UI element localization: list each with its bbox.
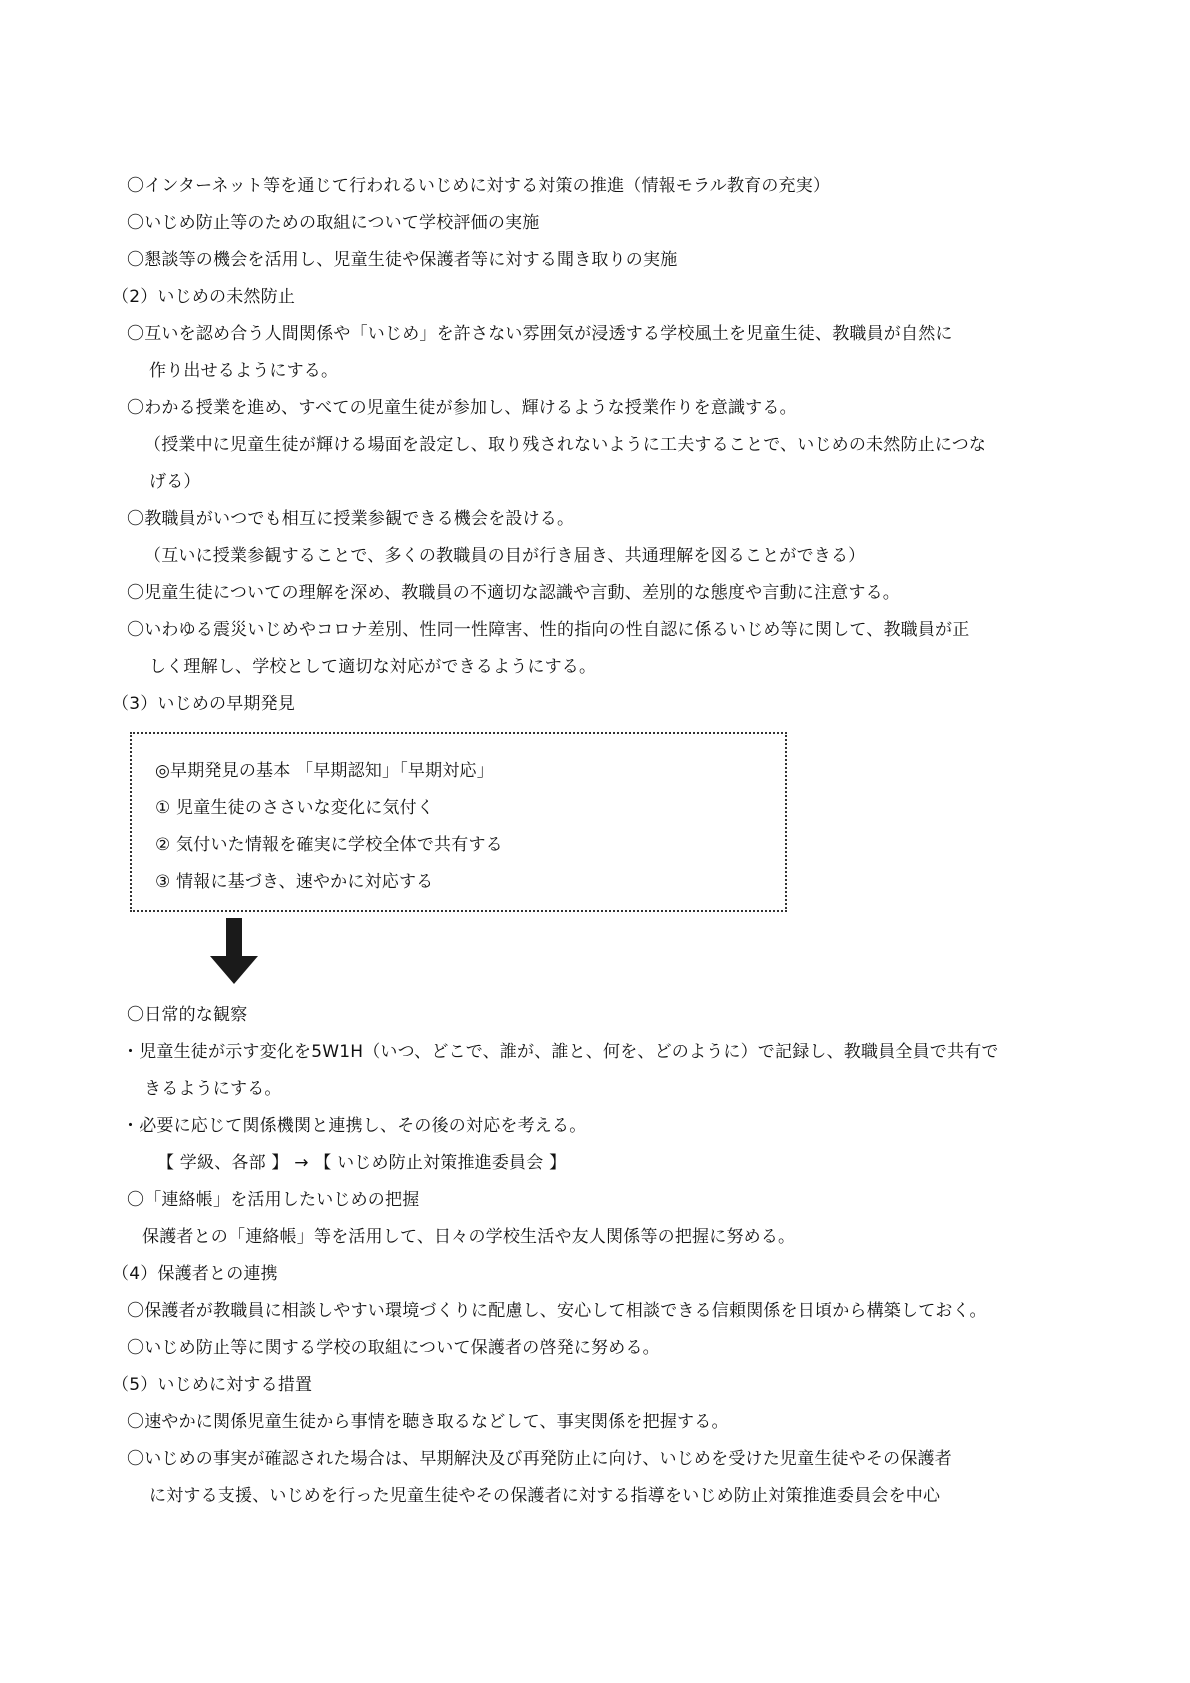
- down-arrow-icon: [210, 918, 258, 984]
- text-line: 〇「連絡帳」を活用したいじめの把握: [127, 1190, 420, 1210]
- box-item: ② 気付いた情報を確実に学校全体で共有する: [155, 835, 503, 855]
- text-line: （互いに授業参観することで、多くの教職員の目が行き届き、共通理解を図ることができる）: [144, 546, 866, 566]
- text-line: 〇わかる授業を進め、すべての児童生徒が参加し、輝けるような授業作りを意識する。: [127, 398, 797, 418]
- flow-line: 【 学級、各部 】 → 【 いじめ防止対策推進委員会 】: [157, 1153, 567, 1173]
- text-line: に対する支援、いじめを行った児童生徒やその保護者に対する指導をいじめ防止対策推進委員会を中心: [149, 1486, 941, 1506]
- text-line: （授業中に児童生徒が輝ける場面を設定し、取り残されないように工夫することで、いじめの未然防止につな: [144, 435, 987, 455]
- text-line: 〇速やかに関係児童生徒から事情を聴き取るなどして、事実関係を把握する。: [127, 1412, 729, 1432]
- section-heading: （2）いじめの未然防止: [112, 287, 296, 307]
- text-line: ・必要に応じて関係機関と連携し、その後の対応を考える。: [122, 1116, 587, 1136]
- text-line: 〇教職員がいつでも相互に授業参観できる機会を設ける。: [127, 509, 575, 529]
- text-line: 保護者との「連絡帳」等を活用して、日々の学校生活や友人関係等の把握に努める。: [142, 1227, 796, 1247]
- section-heading: （3）いじめの早期発見: [112, 694, 296, 714]
- text-line: ・児童生徒が示す変化を5W1H（いつ、どこで、誰が、誰と、何を、どのように）で記録し、教職員全員で共有で: [122, 1042, 999, 1062]
- box-item: ① 児童生徒のささいな変化に気付く: [155, 798, 435, 818]
- section-heading: （5）いじめに対する措置: [112, 1375, 313, 1395]
- text-line: 〇いじめ防止等のための取組について学校評価の実施: [127, 213, 540, 233]
- box-title: ◎早期発見の基本 「早期認知」「早期対応」: [155, 761, 494, 781]
- text-line: 〇保護者が教職員に相談しやすい環境づくりに配慮し、安心して相談できる信頼関係を日頃から構築しておく。: [127, 1301, 987, 1321]
- section-heading: （4）保護者との連携: [112, 1264, 278, 1284]
- text-line: げる）: [149, 472, 201, 492]
- text-line: 〇互いを認め合う人間関係や「いじめ」を許さない雰囲気が浸透する学校風土を児童生徒、教職員が自然に: [127, 324, 953, 344]
- text-line: 〇いわゆる震災いじめやコロナ差別、性同一性障害、性的指向の性自認に係るいじめ等に関して、教職員が正: [127, 620, 970, 640]
- text-line: 〇懇談等の機会を活用し、児童生徒や保護者等に対する聞き取りの実施: [127, 250, 678, 270]
- box-item: ③ 情報に基づき、速やかに対応する: [155, 872, 434, 892]
- text-line: 〇児童生徒についての理解を深め、教職員の不適切な認識や言動、差別的な態度や言動に注意する。: [127, 583, 900, 603]
- text-line: 〇いじめの事実が確認された場合は、早期解決及び再発防止に向け、いじめを受けた児童生徒やその保護者: [127, 1449, 952, 1469]
- text-line: 〇インターネット等を通じて行われるいじめに対する対策の推進（情報モラル教育の充実）: [127, 176, 831, 196]
- text-line: きるようにする。: [144, 1079, 282, 1099]
- text-line: しく理解し、学校として適切な対応ができるようにする。: [149, 657, 597, 677]
- text-line: 〇日常的な観察: [127, 1005, 248, 1025]
- text-line: 〇いじめ防止等に関する学校の取組について保護者の啓発に努める。: [127, 1338, 660, 1358]
- text-line: 作り出せるようにする。: [149, 361, 339, 381]
